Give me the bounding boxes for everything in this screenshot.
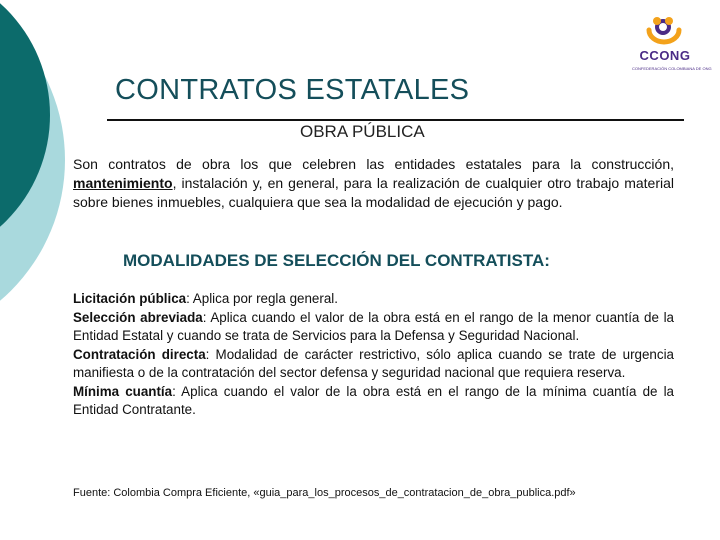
intro-emphasis: mantenimiento	[73, 175, 173, 191]
modality-term: Selección abreviada	[73, 309, 203, 325]
modality-item	[73, 290, 674, 309]
modality-item	[73, 309, 674, 346]
modality-desc: : Modalidad de carácter restrictivo, sólo aplica cuando se trate de urgencia manifiesta o de la contratación del sector defensa y seguridad nacional que requiera reserva.	[73, 346, 675, 380]
modality-desc: : Aplica por regla general.	[186, 291, 338, 306]
modality-item	[73, 346, 674, 383]
logo-tagline: CONFEDERACIÓN COLOMBIANA DE ONG	[632, 66, 712, 71]
intro-text-before: Son contratos de obra los que celebren las entidades estatales para la construcción,	[73, 156, 674, 172]
decorative-teal-circles	[0, 0, 90, 300]
modality-item	[73, 383, 674, 420]
modality-term: Mínima cuantía	[73, 383, 173, 399]
slide-title: CONTRATOS ESTATALES	[115, 74, 470, 106]
modality-term: Contratación directa	[73, 346, 206, 362]
section-heading: MODALIDADES DE SELECCIÓN DEL CONTRATISTA:	[123, 251, 550, 270]
logo-mark-icon	[632, 16, 698, 50]
slide-subtitle: OBRA PÚBLICA	[300, 122, 425, 141]
modality-term: Licitación pública	[73, 291, 187, 306]
modality-desc: : Aplica cuando el valor de la obra está en el rango de la menor cuantía de la Entidad Estatal y cuando se trata de Servicios para la Defensa y Seguridad Nacional.	[73, 309, 674, 343]
modalities-list	[73, 290, 674, 420]
intro-paragraph	[73, 155, 674, 212]
logo-wordmark: CCONG	[639, 48, 691, 63]
ccong-logo	[632, 16, 712, 80]
title-divider	[107, 119, 684, 121]
intro-text-after: , instalación y, en general, para la realización de cualquier otro trabajo material sobre bienes inmuebles, cualquiera que sea la modalidad de ejecución y pago.	[73, 175, 674, 210]
source-citation: Fuente: Colombia Compra Eficiente, «guia_para_los_procesos_de_contratacion_de_obra_publica.pdf»	[73, 487, 576, 499]
modality-desc: : Aplica cuando el valor de la obra está en el rango de la mínima cuantía de la Entidad Contratante.	[73, 383, 674, 417]
